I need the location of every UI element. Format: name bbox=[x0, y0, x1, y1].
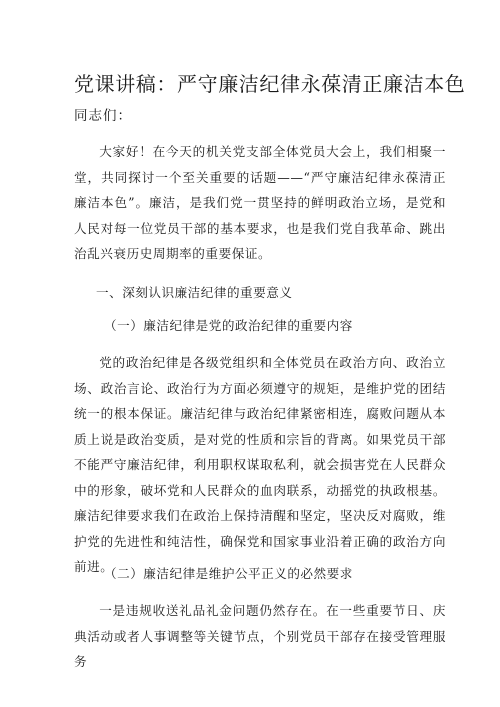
document-title: 党课讲稿：严守廉洁纪律永葆清正廉洁本色 bbox=[74, 72, 466, 96]
subsection-heading: （二）廉洁纪律是维护公平正义的必然要求 bbox=[104, 566, 353, 581]
body-paragraph: 党的政治纪律是各级党组织和全体党员在政治方向、政治立场、政治言论、政治行为方面必须遵守的规矩，是维护党的团结统一的根本保证。廉洁纪律与政治纪律紧密相连，腐败问题从本质上说是政治变质，是对党的性质和宗旨的背离。如果党员干部不能严守廉洁纪律，利用职权谋取私利，就会损害党在人民群众中的形象，破坏党和人民群众的血肉联系，动摇党的执政根基。廉洁纪律要求我们在政治上保持清醒和坚定，坚决反对腐败，维护党的先进性和纯洁性，确保党和国家事业沿着正确的政治方向前进。 bbox=[74, 355, 446, 574]
salutation: 同志们： bbox=[74, 108, 132, 124]
body-paragraph: 一是违规收送礼品礼金问题仍然存在。在一些重要节日、庆典活动或者人事调整等关键节点，个别党员干部存在接受管理服务 bbox=[74, 603, 446, 669]
section-heading: 一、深刻认识廉洁纪律的重要意义 bbox=[96, 285, 293, 300]
intro-paragraph: 大家好！在今天的机关党支部全体党员大会上，我们相聚一堂，共同探讨一个至关重要的话题——“严守廉洁纪律永葆清正廉洁本色”。廉洁，是我们党一贯坚持的鲜明政治立场，是党和人民对每一位党员干部的基本要求，也是我们党自我革命、跳出治乱兴衰历史周期率的重要保证。 bbox=[74, 144, 446, 261]
subsection-heading: （一）廉洁纪律是党的政治纪律的重要内容 bbox=[104, 318, 353, 333]
